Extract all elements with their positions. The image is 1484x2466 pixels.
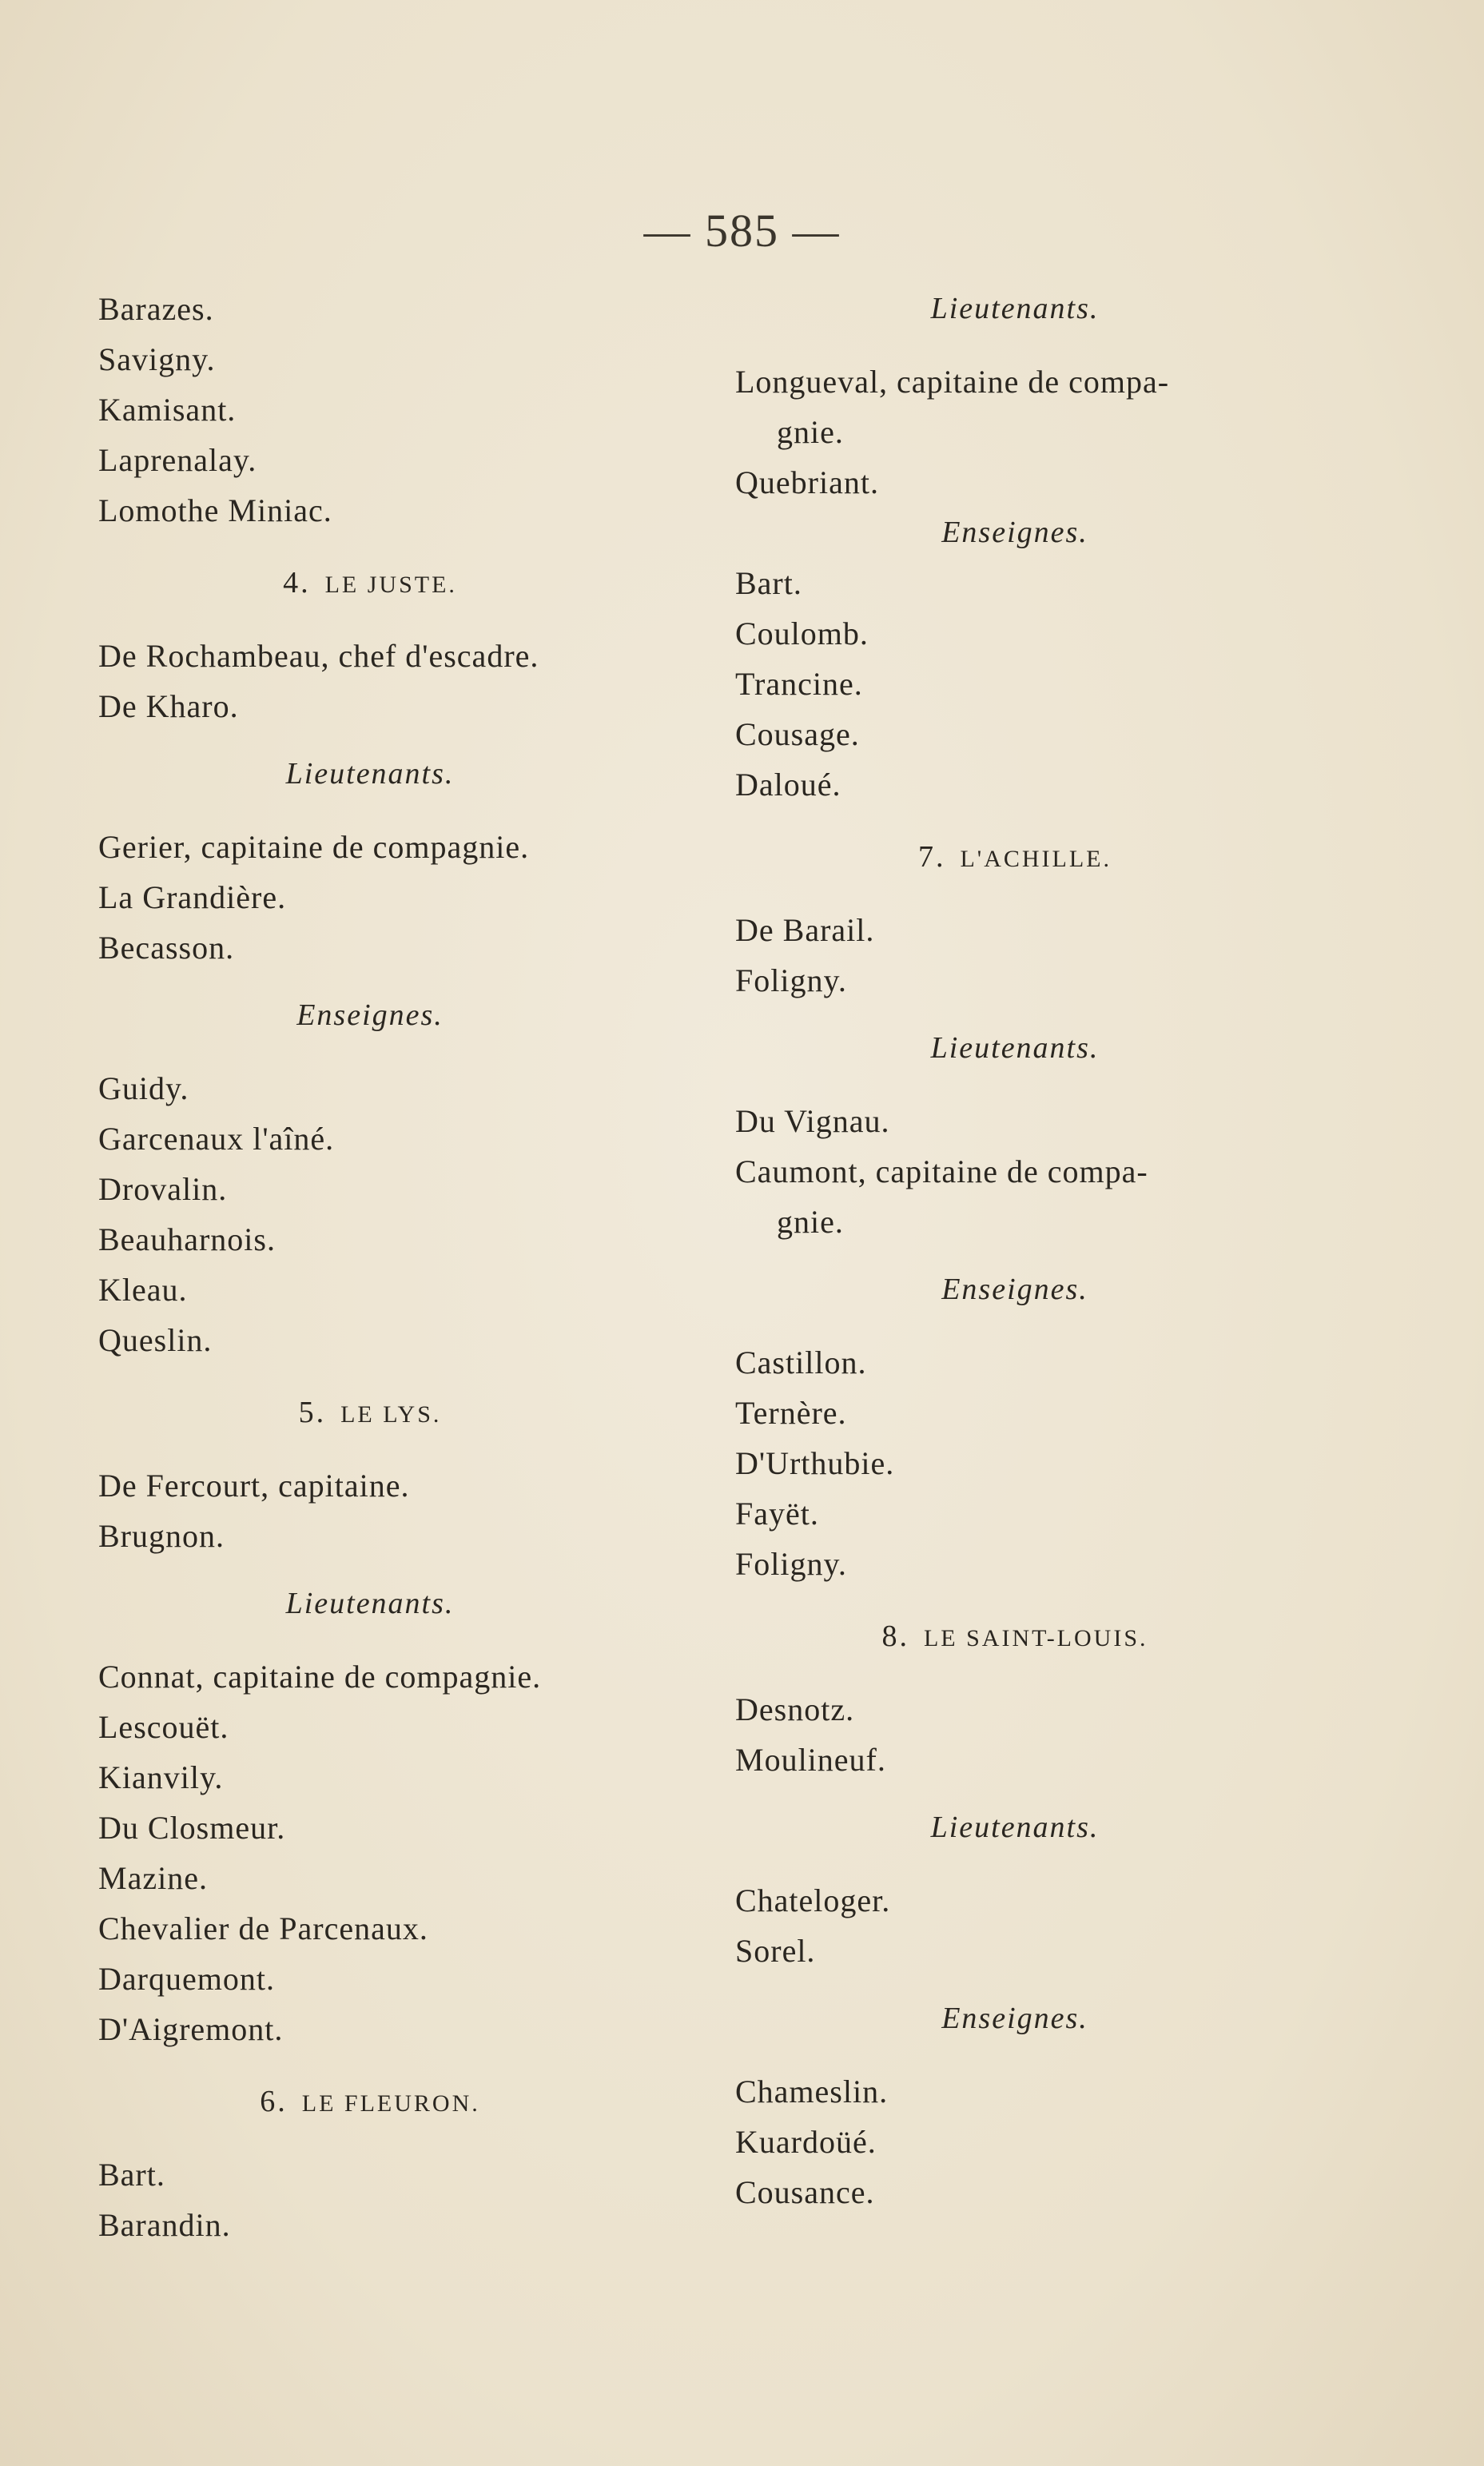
section-subheading: Lieutenants. xyxy=(930,1031,1100,1065)
list-item: Cousage. xyxy=(735,716,860,752)
list-item: Kamisant. xyxy=(98,392,237,428)
list-item-continuation: gnie. xyxy=(777,414,844,450)
ship-heading xyxy=(98,2077,642,2127)
left-column xyxy=(98,284,642,2250)
ship-heading xyxy=(98,1388,642,1438)
list-item: Lescouët. xyxy=(98,1709,229,1745)
ship-heading xyxy=(735,1611,1295,1662)
list-item: Chevalier de Parcenaux. xyxy=(98,1910,428,1946)
list-item-continuation: gnie. xyxy=(777,1204,844,1240)
top-list xyxy=(98,284,642,536)
list-item: Castillon. xyxy=(735,1345,867,1380)
page-number: — 585 — xyxy=(643,205,841,257)
officer-line: Foligny. xyxy=(735,962,847,998)
officer-line: De Rochambeau, chef d'escadre. xyxy=(98,638,539,674)
list-item: La Grandière. xyxy=(98,879,287,915)
list-item: Kianvily. xyxy=(98,1759,224,1795)
list-item: Chateloger. xyxy=(735,1882,891,1918)
list-item: Garcenaux l'aîné. xyxy=(98,1121,335,1157)
officer-line: De Fercourt, capitaine. xyxy=(98,1468,410,1504)
list-item: D'Aigremont. xyxy=(98,2011,284,2047)
officer-line: De Barail. xyxy=(735,912,875,948)
list-item: Ternère. xyxy=(735,1395,847,1431)
section-subheading: Lieutenants. xyxy=(930,1811,1100,1844)
officer-line: Brugnon. xyxy=(98,1518,225,1554)
list-item: Becasson. xyxy=(98,930,235,966)
list-item: Guidy. xyxy=(98,1070,189,1106)
section-subheading: Lieutenants. xyxy=(930,292,1100,325)
list-item: Gerier, capitaine de compagnie. xyxy=(98,829,530,865)
list-item: Kleau. xyxy=(98,1272,188,1308)
ship-name: LE JUSTE. xyxy=(324,572,457,598)
list-item: Laprenalay. xyxy=(98,442,257,478)
list-item: Beauharnois. xyxy=(98,1221,276,1257)
list-item: Longueval, capitaine de compa- xyxy=(735,364,1170,400)
right-column xyxy=(735,284,1295,2217)
list-item: Mazine. xyxy=(98,1860,208,1896)
list-item: Cousance. xyxy=(735,2174,875,2210)
ship-heading xyxy=(98,558,642,608)
ship-number: 8. xyxy=(881,1619,909,1653)
officer-line: Moulineuf. xyxy=(735,1742,886,1778)
ship-name: LE LYS. xyxy=(340,1401,442,1428)
list-item: Coulomb. xyxy=(735,616,869,651)
section-subheading: Lieutenants. xyxy=(285,1587,455,1620)
ship-number: 5. xyxy=(298,1396,327,1429)
section-subheading: Enseignes. xyxy=(296,998,444,1032)
list-item: Quebriant. xyxy=(735,464,879,500)
list-item: Bart. xyxy=(735,565,802,601)
officer-line: Desnotz. xyxy=(735,1691,855,1727)
list-item: Drovalin. xyxy=(98,1171,228,1207)
list-item: Caumont, capitaine de compa- xyxy=(735,1153,1148,1189)
list-item: Daloué. xyxy=(735,767,841,803)
ship-number: 6. xyxy=(260,2085,288,2118)
list-item: Du Vignau. xyxy=(735,1103,890,1139)
section-subheading: Enseignes. xyxy=(941,2002,1088,2035)
officer-line: Bart. xyxy=(98,2157,165,2193)
officer-line: De Kharo. xyxy=(98,688,239,724)
ship-name: LE SAINT-LOUIS. xyxy=(923,1625,1148,1651)
ship-number: 4. xyxy=(283,566,311,600)
list-item: Queslin. xyxy=(98,1322,213,1358)
list-item: Du Closmeur. xyxy=(98,1810,286,1846)
list-item: Chameslin. xyxy=(735,2074,889,2109)
ship-name: L'ACHILLE. xyxy=(960,846,1112,872)
list-item: Barazes. xyxy=(98,291,214,327)
ship-number: 7. xyxy=(917,840,946,874)
list-item: Savigny. xyxy=(98,341,216,377)
list-item: D'Urthubie. xyxy=(735,1445,895,1481)
list-item: Lomothe Miniac. xyxy=(98,492,332,528)
section-subheading: Enseignes. xyxy=(941,516,1088,549)
list-item: Connat, capitaine de compagnie. xyxy=(98,1659,542,1695)
list-item: Fayët. xyxy=(735,1496,819,1532)
officer-line: Barandin. xyxy=(98,2207,231,2243)
section-subheading: Lieutenants. xyxy=(285,757,455,791)
list-item: Sorel. xyxy=(735,1933,816,1969)
ship-name: LE FLEURON. xyxy=(301,2090,480,2117)
list-item: Foligny. xyxy=(735,1546,847,1582)
section-subheading: Enseignes. xyxy=(941,1273,1088,1306)
list-item: Kuardoüé. xyxy=(735,2124,877,2160)
list-item: Trancine. xyxy=(735,666,863,702)
list-item: Darquemont. xyxy=(98,1961,275,1997)
ship-heading xyxy=(735,832,1295,882)
